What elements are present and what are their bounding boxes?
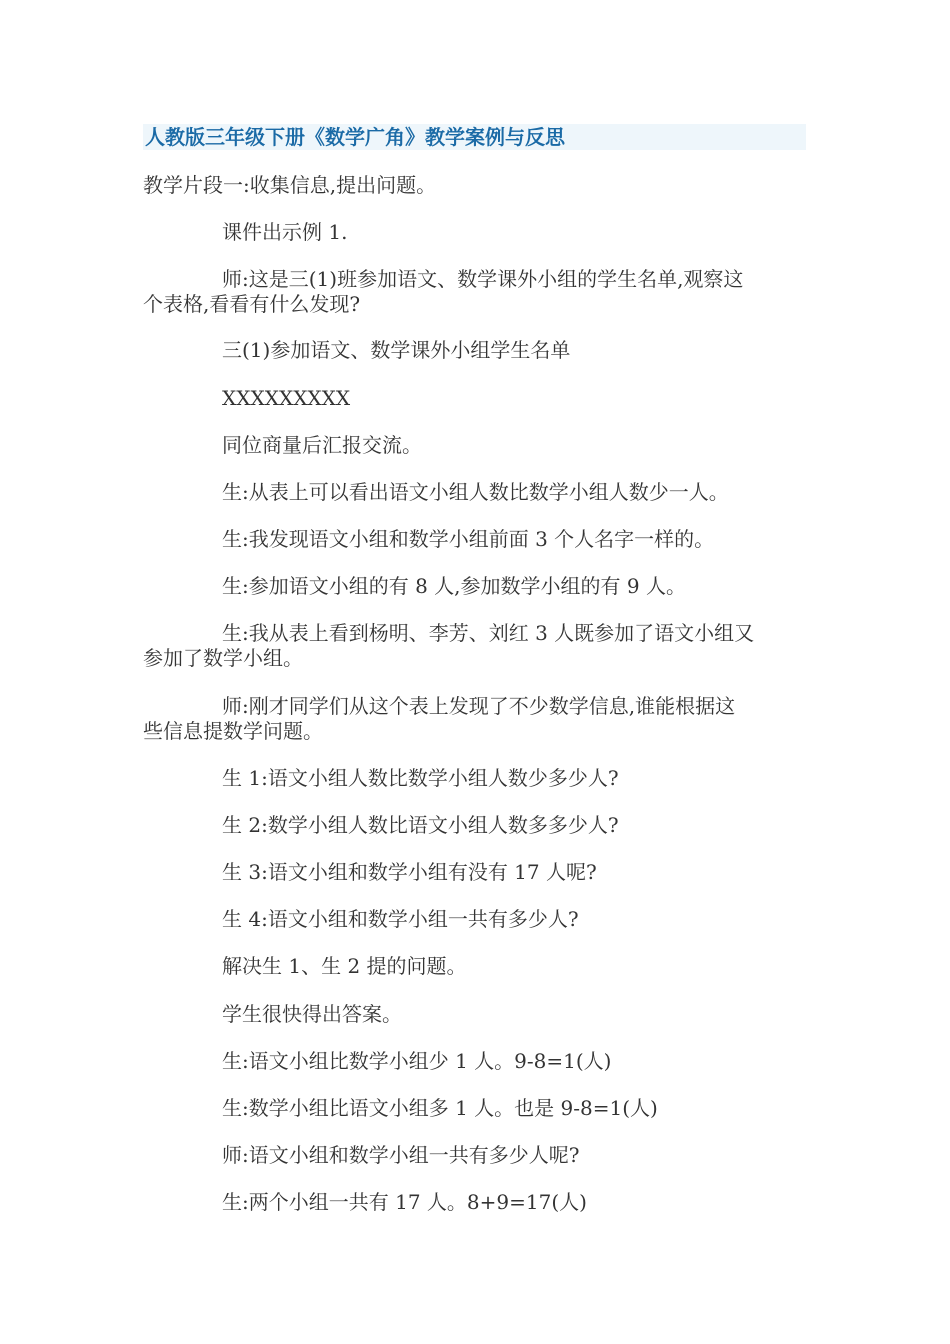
paragraph: 三(1)参加语文、数学课外小组学生名单 [222, 338, 571, 362]
paragraph: 生:我从表上看到杨明、李芳、刘红 3 人既参加了语文小组又 [222, 621, 755, 645]
paragraph: 同位商量后汇报交流。 [222, 433, 422, 457]
paragraph: 生 1:语文小组人数比数学小组人数少多少人? [222, 766, 619, 790]
paragraph: 生:数学小组比语文小组多 1 人。也是 9-8=1(人) [222, 1096, 658, 1120]
paragraph: 师:语文小组和数学小组一共有多少人呢? [222, 1143, 580, 1167]
paragraph-continuation: 个表格,看看有什么发现? [143, 292, 361, 316]
paragraph: 师:刚才同学们从这个表上发现了不少数学信息,谁能根据这 [222, 694, 736, 718]
paragraph-continuation: 参加了数学小组。 [143, 646, 303, 670]
paragraph: 师:这是三(1)班参加语文、数学课外小组的学生名单,观察这 [222, 267, 744, 291]
paragraph: 解决生 1、生 2 提的问题。 [222, 954, 467, 978]
paragraph: 生:语文小组比数学小组少 1 人。9-8=1(人) [222, 1049, 612, 1073]
paragraph: 生 3:语文小组和数学小组有没有 17 人呢? [222, 860, 597, 884]
paragraph: 生:我发现语文小组和数学小组前面 3 个人名字一样的。 [222, 527, 715, 551]
paragraph: 生:从表上可以看出语文小组人数比数学小组人数少一人。 [222, 480, 729, 504]
paragraph-table-placeholder: XXXXXXXXX [222, 386, 351, 410]
paragraph-section-heading: 教学片段一:收集信息,提出问题。 [143, 173, 437, 197]
paragraph: 生:两个小组一共有 17 人。8+9=17(人) [222, 1190, 587, 1214]
paragraph: 学生很快得出答案。 [222, 1002, 402, 1026]
paragraph: 生:参加语文小组的有 8 人,参加数学小组的有 9 人。 [222, 574, 686, 598]
paragraph: 生 2:数学小组人数比语文小组人数多多少人? [222, 813, 619, 837]
paragraph-continuation: 些信息提数学问题。 [143, 719, 323, 743]
paragraph: 生 4:语文小组和数学小组一共有多少人? [222, 907, 579, 931]
paragraph: 课件出示例 1. [222, 220, 348, 244]
document-title: 人教版三年级下册《数学广角》教学案例与反思 [145, 125, 565, 149]
